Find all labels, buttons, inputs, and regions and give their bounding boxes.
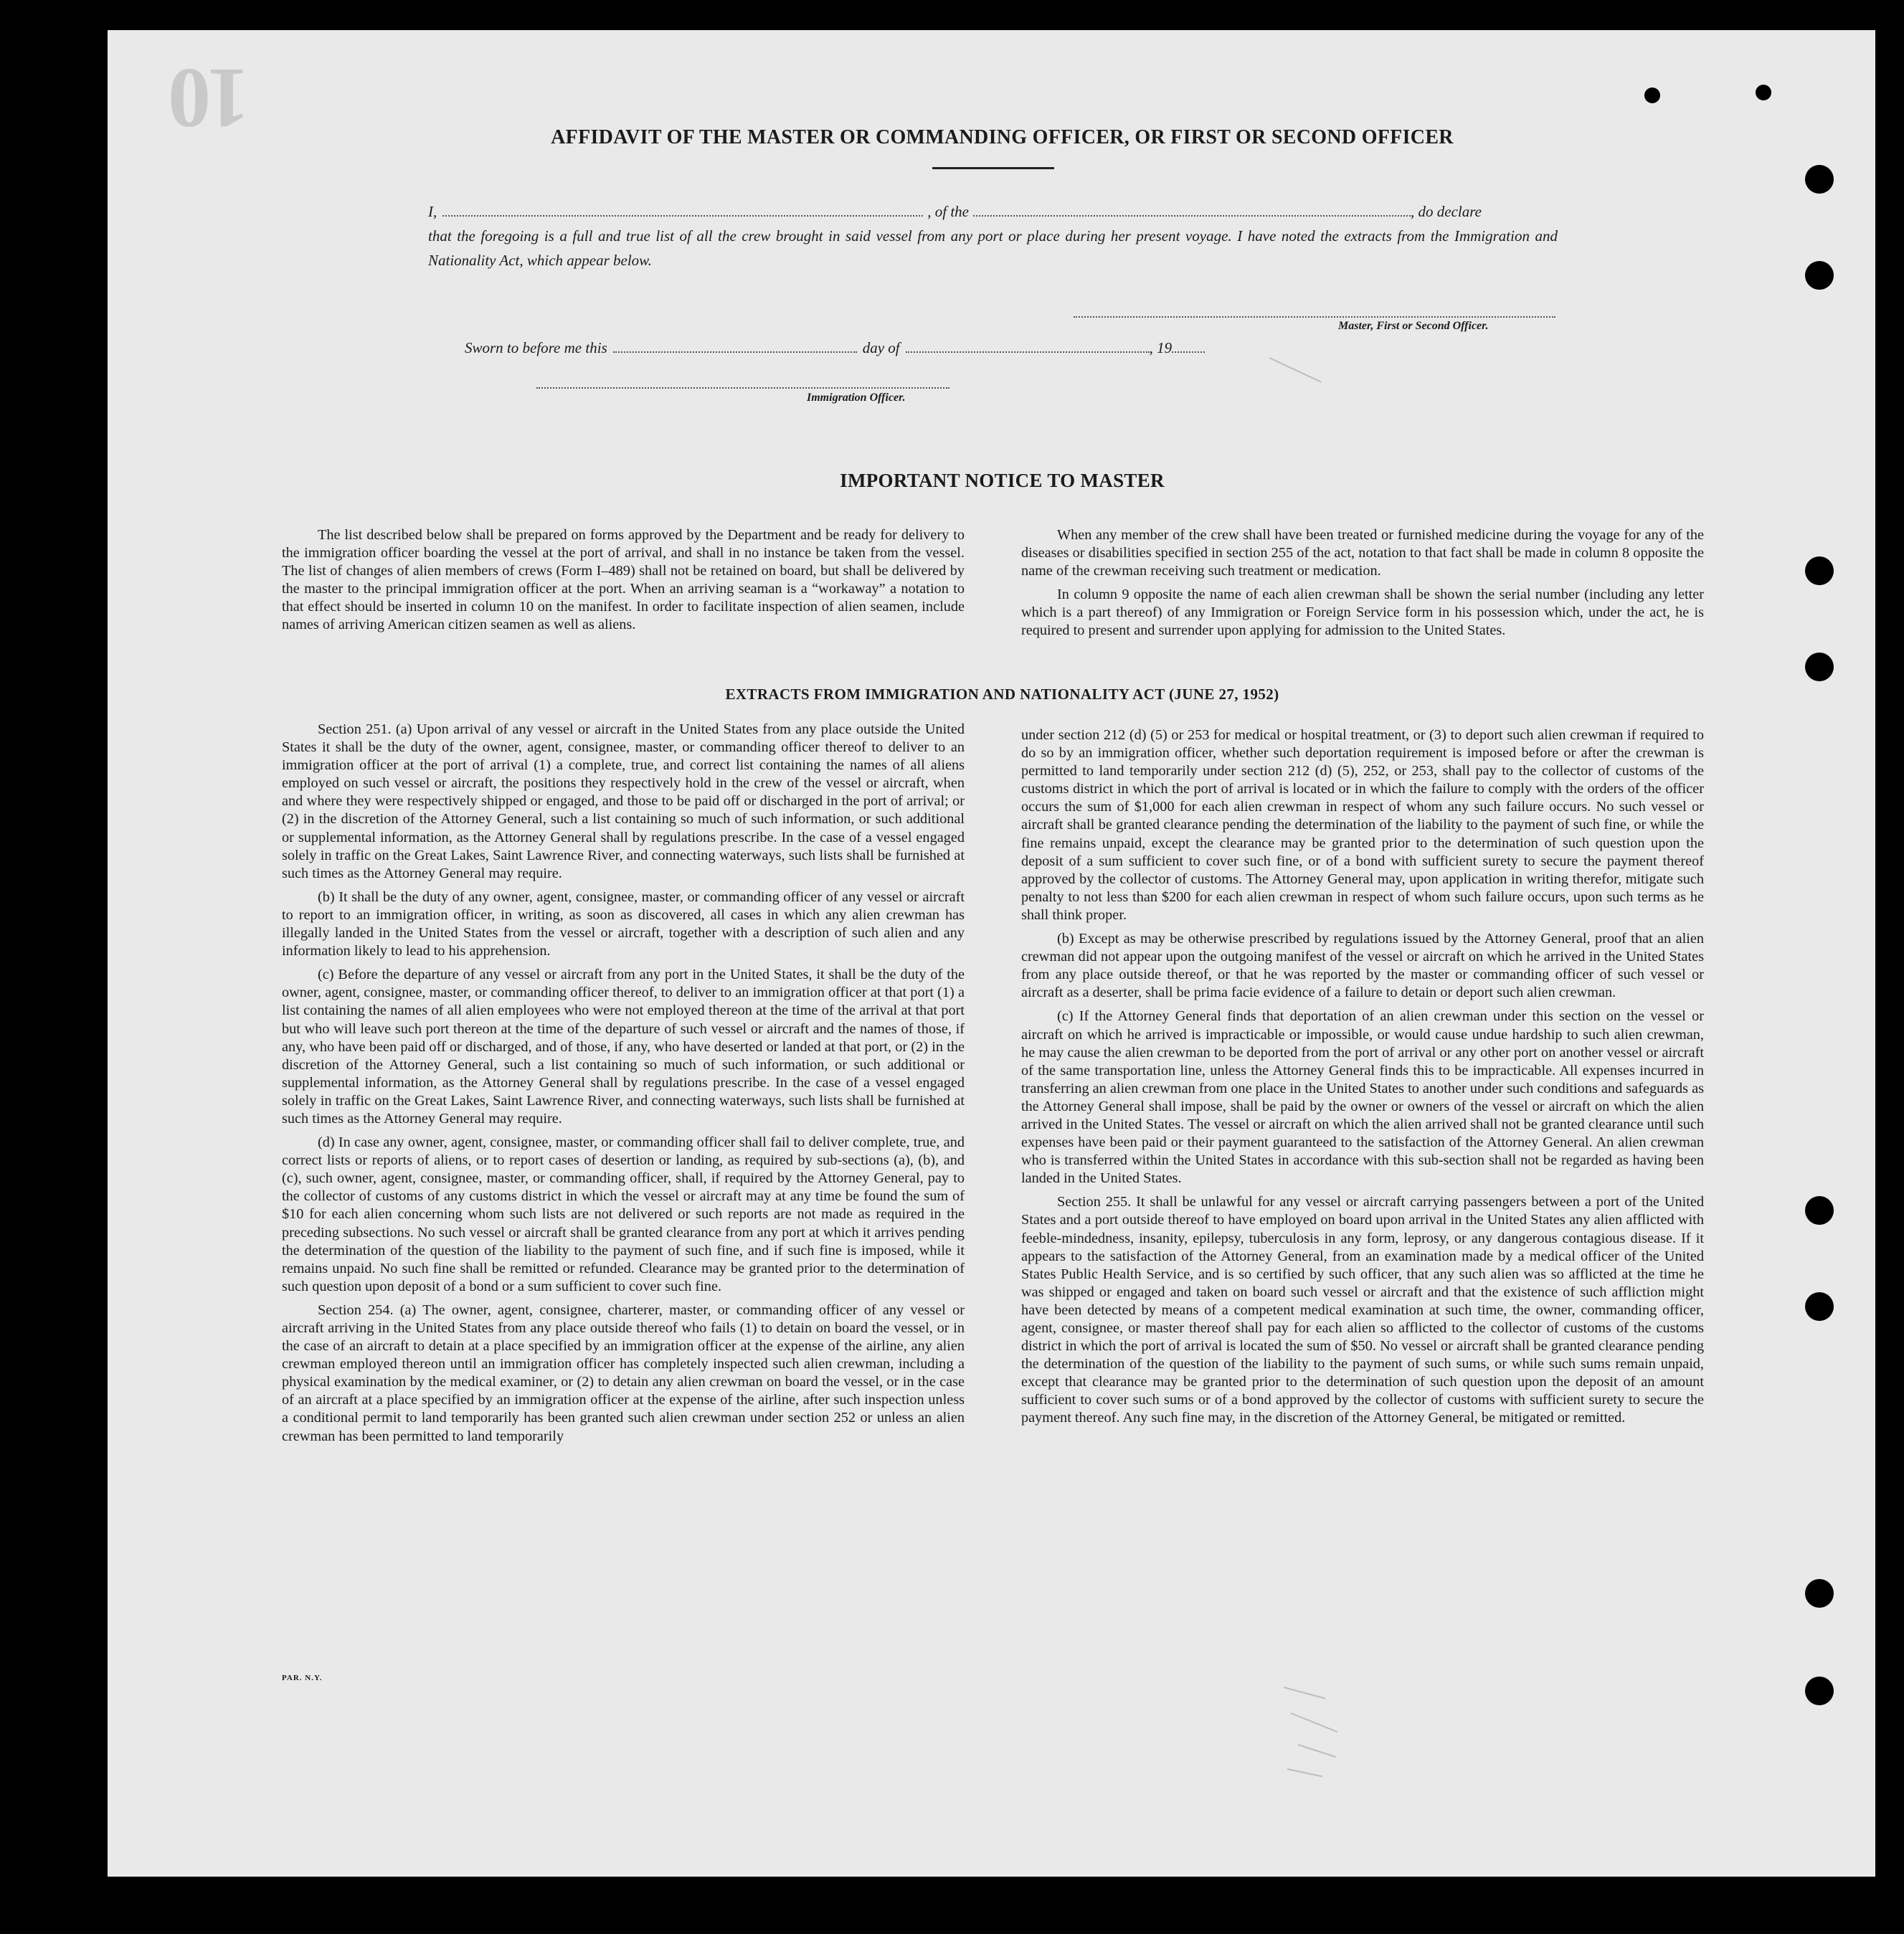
sworn-date-field[interactable] (613, 347, 857, 353)
vessel-name-field[interactable] (973, 211, 1411, 217)
notice-paragraph: In column 9 opposite the name of each alien crewman shall be shown the serial number (including any letter which is a part thereof) of any Immigration or Foreign Service form in his possession which, under the act, he is required to present and surrender upon applying for admission to the United States. (1021, 587, 1704, 639)
master-signature-field[interactable] (1074, 316, 1555, 318)
act-section-paragraph: (c) Before the departure of any vessel or aircraft from any port in the United States, it shall be the duty of the owner, agent, consignee, master, or commanding officer thereof, to deliver to an immigration officer at that port (1) a list containing the names of all alien employees who were not employed thereon at the time of the arrival at that port but who will leave such port thereon at the time of the departure of such vessel or aircraft and the names of those, if any, who have been paid off or discharged, and of those, if any, who have deserted or landed at that port, or (2) in the discretion of the Attorney General, such a list containing so much of such information, or such additional or supplemental information, as the Attorney General shall by regulations prescribe. In the case of a vessel engaged solely in traffic on the Great Lakes, Saint Lawrence River, and connecting waterways, such lists shall be furnished at such times as the Attorney General may require. (282, 967, 965, 1127)
immigration-officer-signature-field[interactable] (536, 387, 949, 389)
punch-hole (1805, 1292, 1834, 1321)
day-of-text: day of (862, 339, 900, 356)
punch-hole (1805, 1196, 1834, 1225)
printer-mark: PAR. N.Y. (282, 1674, 323, 1682)
sworn-line (465, 336, 1325, 360)
declaration-body: that the foregoing is a full and true list of all the crew brought in said vessel from any port or place during her present voyage. I have noted the extracts from the Immigration and Nationality Act, which appear below. (428, 227, 1558, 269)
punch-hole (1805, 556, 1834, 585)
sworn-text: Sworn to before me this (465, 339, 607, 356)
affidavit-title: AFFIDAVIT OF THE MASTER OR COMMANDING OFFICER, OR FIRST OR SECOND OFFICER (551, 126, 1454, 148)
declare-suffix: , do declare (1411, 203, 1482, 220)
immigration-officer-label: Immigration Officer. (807, 392, 906, 404)
punch-hole (1805, 653, 1834, 681)
notice-right-column (1021, 526, 1704, 646)
master-signature-label: Master, First or Second Officer. (1338, 320, 1489, 332)
extracts-right-column (1021, 726, 1704, 1433)
punch-hole (1805, 165, 1834, 194)
vessel-prefix: , of the (927, 203, 969, 220)
act-section-paragraph: (b) It shall be the duty of any owner, agent, consignee, master, or commanding officer of any vessel or aircraft to report to an immigration officer, in writing, as soon as discovered, all cases in which any alien crewman has illegally landed in the United States from the vessel or aircraft, together with a description of such alien and any information likely to lead to his apprehension. (282, 888, 965, 959)
act-section-paragraph: (d) In case any owner, agent, consignee, master, or commanding officer shall fail to deliver complete, true, and correct lists or reports of aliens, or to report cases of desertion or landing, as required by sub-sections (a), (b), and (c), such owner, agent, consignee, master, or commanding officer, shall, if required by the Attorney General, pay to the collector of customs of any customs district in which the vessel or aircraft may at any time be found the sum of $10 for each alien concerning whom such lists are not delivered or such reports are not made as required in the preceding subsections. No such vessel or aircraft shall be granted clearance from any port at which it arrives pending the determination of the question of the liability to the payment of such fine, and if such fine is imposed, while it remains unpaid. No such fine shall be remitted or refunded. Clearance may be granted prior to the determination of such question upon deposit of a bond or a sum sufficient to cover such fine. (282, 1134, 965, 1294)
act-section-paragraph: (b) Except as may be otherwise prescribed by regulations issued by the Attorney General, proof that an alien crewman did not appear upon the outgoing manifest of the vessel or aircraft on which he arrived in the United States from any place outside thereof, or that he was reported by the master or commanding officer of such vessel or aircraft as a deserter, shall be prima facie evidence of a failure to detain or deport such alien crewman. (1021, 931, 1704, 1001)
notice-paragraph: When any member of the crew shall have been treated or furnished medicine during the voyage for any of the diseases or disabilities specified in section 255 of the act, notation to that fact shall be made in column 8 opposite the name of the crewman receiving such treatment or medication. (1021, 527, 1704, 579)
punch-hole (1805, 261, 1834, 290)
title-rule (932, 167, 1054, 169)
extracts-title: EXTRACTS FROM IMMIGRATION AND NATIONALITY ACT (JUNE 27, 1952) (725, 686, 1279, 703)
act-section-paragraph: Section 255. It shall be unlawful for any vessel or aircraft carrying passengers between a port of the United States and a port outside thereof to have employed on board upon arrival in the United States any alien afflicted with feeble-mindedness, insanity, epilepsy, tuberculosis in any form, leprosy, or any dangerous contagious disease. If it appears to the satisfaction of the Attorney General, from an examination made by a medical officer of the United States Public Health Service, and is so certified by such officer, that any such alien was so afflicted at the time he was shipped or engaged and taken on board such vessel or aircraft and that the existence of such affliction might have been detected by means of a competent medical examination at such time, the owner, commanding officer, agent, consignee, or master thereof shall pay for each alien so afflicted to the collector of customs of the customs district in which the port of arrival is located the sum of $50. No vessel or aircraft shall be granted clearance pending the determination of the question of the liability to the payment of such sums, or while such sums remain unpaid, except that clearance may be granted prior to the determination of such question upon the deposit of an amount sufficient to cover such sums or of a bond approved by the collector of customs with sufficient surety to secure the payment thereof. Any such fine may, in the discretion of the Attorney General, be mitigated or remitted. (1021, 1194, 1704, 1426)
punch-dot (1644, 87, 1660, 103)
notice-title: IMPORTANT NOTICE TO MASTER (840, 470, 1165, 491)
act-section-paragraph: (c) If the Attorney General finds that deportation of an alien crewman under this section on the vessel or aircraft on which he arrived is impracticable or impossible, or would cause undue hardship to such alien crewman, he may cause the alien crewman to be deported from the port of arrival or any other port on another vessel or aircraft of the same transportation line, unless the Attorney General finds this to be impracticable. All expenses incurred in transferring an alien crewman from one place in the United States to another under such conditions and safeguards as the Attorney General shall impose, shall be paid by the owner or owners of the vessel or aircraft on which the alien arrived in the United States. The vessel or aircraft on which the alien arrived shall not be granted clearance until such expenses have been paid or their payment guaranteed to the satisfaction of the Attorney General. An alien crewman who is transferred within the United States in accordance with this sub-section shall not be regarded as having been landed in the United States. (1021, 1008, 1704, 1187)
act-section-paragraph: under section 212 (d) (5) or 253 for medical or hospital treatment, or (3) to deport such alien crewman if required to do so by an immigration officer, whether such deportation requirement is imposed before or after the crewman is permitted to land temporarily under section 212 (d) (5), 252, or 253, shall pay to the collector of customs of the customs district in which the port of arrival is located or in which the failure to comply with the orders of the officer occurs the sum of $1,000 for each alien crewman in respect of whom any such failure occurs. No such vessel or aircraft shall be granted clearance pending the determination of the liability to the payment of such fine, or while the fine remains unpaid, except the clearance may be granted prior to the determination of such question upon the deposit of a sum sufficient to cover such fine, or of a bond with sufficient surety to secure the payment thereof approved by the collector of customs. The Attorney General may, upon application in writing therefor, mitigate such penalty to not less than $200 for each alien crewman in respect of whom such failure occurs, upon such terms as he shall think proper. (1021, 727, 1704, 923)
act-section-paragraph: Section 251. (a) Upon arrival of any vessel or aircraft in the United States from any place outside the United States it shall be the duty of the owner, agent, consignee, master, or commanding officer thereof to deliver to an immigration officer at the port of arrival (1) a complete, true, and correct list containing the names of all aliens employed on such vessel or aircraft, the positions they respectively hold in the crew of the vessel or aircraft, when and where they were respectively shipped or engaged, and those to be paid off or discharged in the port of arrival; or (2) in the discretion of the Attorney General, such a list containing so much of such information, or such additional or supplemental information, as the Attorney General shall by regulations prescribe. In the case of a vessel engaged solely in traffic on the Great Lakes, Saint Lawrence River, and connecting waterways, such lists shall be furnished at such times as the Attorney General may require. (282, 721, 965, 881)
year-prefix: , 19 (1149, 339, 1173, 356)
page-number-stamp: 10 (172, 51, 250, 146)
declarant-prefix: I, (428, 203, 437, 220)
extracts-left-column (282, 721, 965, 1451)
declaration-block (428, 199, 1558, 272)
declaration-line (428, 199, 1558, 224)
punch-dot (1756, 85, 1771, 100)
punch-hole (1805, 1677, 1834, 1705)
notice-paragraph: The list described below shall be prepared on forms approved by the Department and be ready for delivery to the immigration officer boarding the vessel at the port of arrival, and shall in no instance be taken from the vessel. The list of changes of alien members of crews (Form I–489) shall not be retained on board, but shall be delivered by the master to the principal immigration officer at the port. When an arriving seaman is a “workaway” a notation to that effect should be inserted in column 10 on the manifest. In order to facilitate inspection of alien seamen, include names of arriving American citizen seamen as well as aliens. (282, 527, 965, 633)
declarant-name-field[interactable] (442, 211, 923, 217)
punch-hole (1805, 1579, 1834, 1608)
act-section-paragraph: Section 254. (a) The owner, agent, consignee, charterer, master, or commanding officer of any vessel or aircraft arriving in the United States from any place outside thereof who fails (1) to detain on board the vessel, or in the case of an aircraft to detain at a place specified by an immigration officer at the expense of the airline, any alien crewman employed thereon until an immigration officer has completely inspected such alien crewman, including a physical examination by the medical examiner, or (2) to detain any alien crewman on board the vessel, or in the case of an aircraft at a place specified by an immigration officer at the expense of the airline, after such inspection unless a conditional permit to land temporarily has been granted such alien crewman under section 252 or unless an alien crewman has been permitted to land temporarily (282, 1302, 965, 1444)
sworn-month-field[interactable] (906, 347, 1150, 353)
sworn-year-field[interactable] (1172, 347, 1205, 353)
notice-left-column (282, 526, 965, 640)
